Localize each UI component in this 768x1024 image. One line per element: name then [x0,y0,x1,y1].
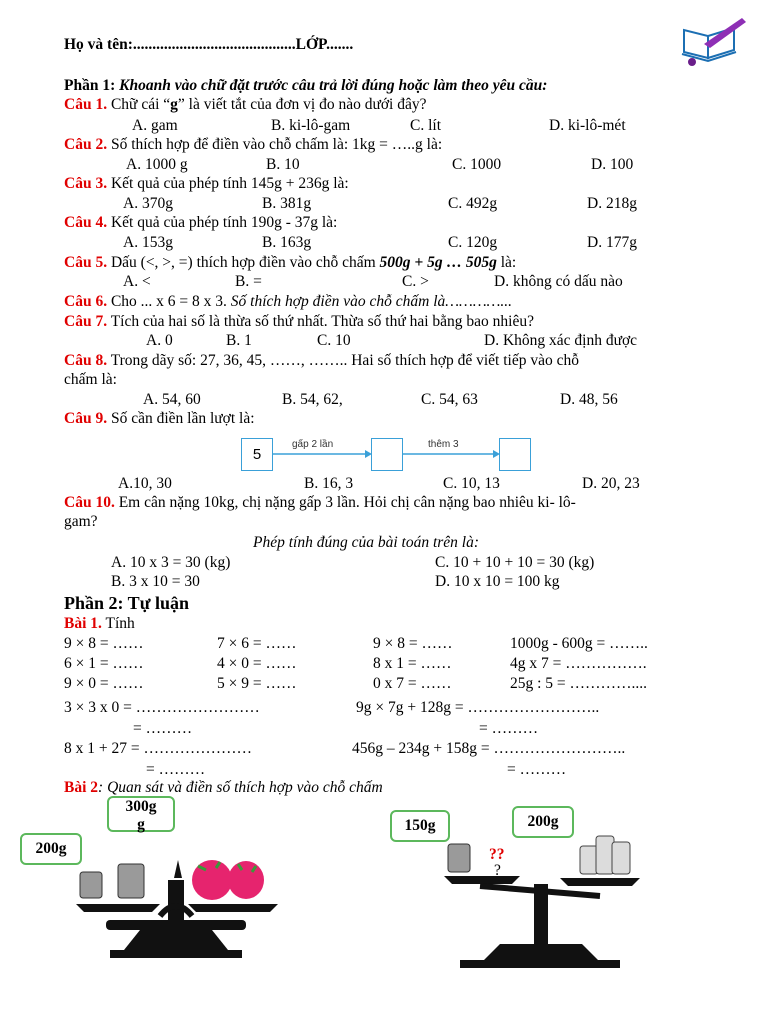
bai1-r1c2[interactable]: 7 × 6 = …… [217,635,297,652]
flow-blank-box-1[interactable] [371,438,403,471]
q2-option-a[interactable]: A. 1000 g [126,156,188,173]
question-10: Câu 10. Em cân nặng 10kg, chị nặng gấp 3 lần. Hỏi chị cân nặng bao nhiêu ki- lô- [64,494,576,511]
q10-option-c[interactable]: C. 10 + 10 + 10 = 30 (kg) [435,554,595,571]
q4-option-c[interactable]: C. 120g [448,234,498,251]
q9-option-b[interactable]: B. 16, 3 [304,475,354,492]
q4-option-a[interactable]: A. 153g [123,234,173,251]
question-5: Câu 5. Dấu (<, >, =) thích hợp điền vào chỗ chấm 500g + 5g … 505g là: [64,254,517,271]
q1-option-d[interactable]: D. ki-lô-mét [549,117,626,134]
q3-option-d[interactable]: D. 218g [587,195,637,212]
flow-blank-box-2[interactable] [499,438,531,471]
bai1-r2c3[interactable]: 8 x 1 = …… [373,655,452,672]
question-9: Câu 9. Số cần điền lần lượt là: [64,410,255,427]
bai2-heading: Bài 2: Quan sát và điền số thích hợp vào chỗ chấm [64,779,383,796]
q10-option-d[interactable]: D. 10 x 10 = 100 kg [435,573,560,590]
q7-option-d[interactable]: D. Không xác định được [484,332,638,349]
bai1-r3c2[interactable]: 5 × 9 = …… [217,675,297,692]
q8-option-d[interactable]: D. 48, 56 [560,391,618,408]
q8-option-c[interactable]: C. 54, 63 [421,391,478,408]
q1-option-b[interactable]: B. ki-lô-gam [271,117,351,134]
question-10-subtitle: Phép tính đúng của bài toán trên là: [253,534,480,551]
flow-start-box: 5 [241,438,273,471]
question-1: Câu 1. Chữ cái “g” là viết tắt của đơn vị đo nào dưới đây? [64,96,427,113]
q4-option-d[interactable]: D. 177g [587,234,637,251]
right-weight-150g-tag: 150g [390,810,450,842]
bai1-long-3[interactable]: 8 x 1 + 27 = ………………… [64,740,252,757]
question-10-cont: gam? [64,513,98,530]
bai1-r1c3[interactable]: 9 × 8 = …… [373,635,453,652]
q8-option-b[interactable]: B. 54, 62, [282,391,343,408]
q1-option-c[interactable]: C. lít [410,117,442,134]
q2-option-b[interactable]: B. 10 [266,156,300,173]
bai1-long-3-cont[interactable]: = ……… [146,761,206,778]
bai1-r3c3[interactable]: 0 x 7 = …… [373,675,452,692]
q4-option-b[interactable]: B. 163g [262,234,312,251]
question-8: Câu 8. Trong dãy số: 27, 36, 45, ……, …….. Hai số thích hợp để viết tiếp vào chỗ [64,352,579,369]
right-weight-200g-tag: 200g [512,806,574,838]
q10-option-a[interactable]: A. 10 x 3 = 30 (kg) [111,554,231,571]
bai1-long-2[interactable]: 9g × 7g + 128g = …………………….. [356,699,600,716]
bai1-r2c4[interactable]: 4g x 7 = ……………. [510,655,647,672]
q10-option-b[interactable]: B. 3 x 10 = 30 [111,573,200,590]
bai1-long-2-cont[interactable]: = ……… [479,720,539,737]
question-8-cont: chấm là: [64,371,117,388]
left-weight-300g-tag: 300g g [107,796,175,832]
bai1-long-1[interactable]: 3 × 3 x 0 = …………………… [64,699,260,716]
bai1-r3c4[interactable]: 25g : 5 = ………….... [510,675,648,692]
q7-option-c[interactable]: C. 10 [317,332,351,349]
bai1-heading: Bài 1. Tính [64,615,135,632]
q9-option-c[interactable]: C. 10, 13 [443,475,500,492]
q9-option-d[interactable]: D. 20, 23 [582,475,640,492]
q8-option-a[interactable]: A. 54, 60 [143,391,201,408]
question-7: Câu 7. Tích của hai số là thừa số thứ nhất. Thừa số thứ hai bằng bao nhiêu? [64,313,534,330]
part2-heading: Phần 2: Tự luận [64,593,190,613]
q3-option-a[interactable]: A. 370g [123,195,173,212]
q2-option-d[interactable]: D. 100 [591,156,634,173]
q2-option-c[interactable]: C. 1000 [452,156,502,173]
bai1-long-4-cont[interactable]: = ……… [507,761,567,778]
bai1-r3c1[interactable]: 9 × 0 = …… [64,675,144,692]
q5-option-c[interactable]: C. > [402,273,429,290]
unknown-weight-mark[interactable]: ?? [489,846,505,863]
right-balance-scale [440,820,660,970]
book-quill-icon [678,14,750,70]
unknown-weight-mark-2[interactable]: ? [494,862,501,879]
bai1-r2c2[interactable]: 4 × 0 = …… [217,655,297,672]
bai1-r1c1[interactable]: 9 × 8 = …… [64,635,144,652]
q5-option-a[interactable]: A. < [123,273,151,290]
q5-option-d[interactable]: D. không có dấu nào [494,273,623,290]
question-6: Câu 6. Cho ... x 6 = 8 x 3. Số thích hợp điền vào chỗ chấm là…………... [64,293,513,310]
question-4: Câu 4. Kết quả của phép tính 190g - 37g là: [64,214,338,231]
left-weight-200g-tag: 200g [20,833,82,865]
bai1-long-1-cont[interactable]: = ……… [133,720,193,737]
bai1-long-4[interactable]: 456g – 234g + 158g = …………………….. [352,740,626,757]
bai1-r1c4[interactable]: 1000g - 600g = …….. [510,635,648,652]
bai1-r2c1[interactable]: 6 × 1 = …… [64,655,144,672]
question-2: Câu 2. Số thích hợp để điền vào chỗ chấm là: 1kg = …..g là: [64,136,443,153]
question-3: Câu 3. Kết quả của phép tính 145g + 236g là: [64,175,349,192]
q3-option-b[interactable]: B. 381g [262,195,312,212]
q7-option-b[interactable]: B. 1 [226,332,252,349]
flow-step1-label: gấp 2 lần [292,439,334,450]
q3-option-c[interactable]: C. 492g [448,195,498,212]
q1-option-a[interactable]: A. gam [132,117,178,134]
name-class-line: Họ và tên:..........................................LỚP....... [64,36,354,53]
q5-option-b[interactable]: B. = [235,273,262,290]
left-balance-scale [70,820,290,970]
q7-option-a[interactable]: A. 0 [146,332,173,349]
flow-step2-label: thêm 3 [428,439,459,450]
part1-heading: Phần 1: Khoanh vào chữ đặt trước câu trả lời đúng hoặc làm theo yêu cầu: [64,77,548,94]
q9-option-a[interactable]: A.10, 30 [118,475,172,492]
